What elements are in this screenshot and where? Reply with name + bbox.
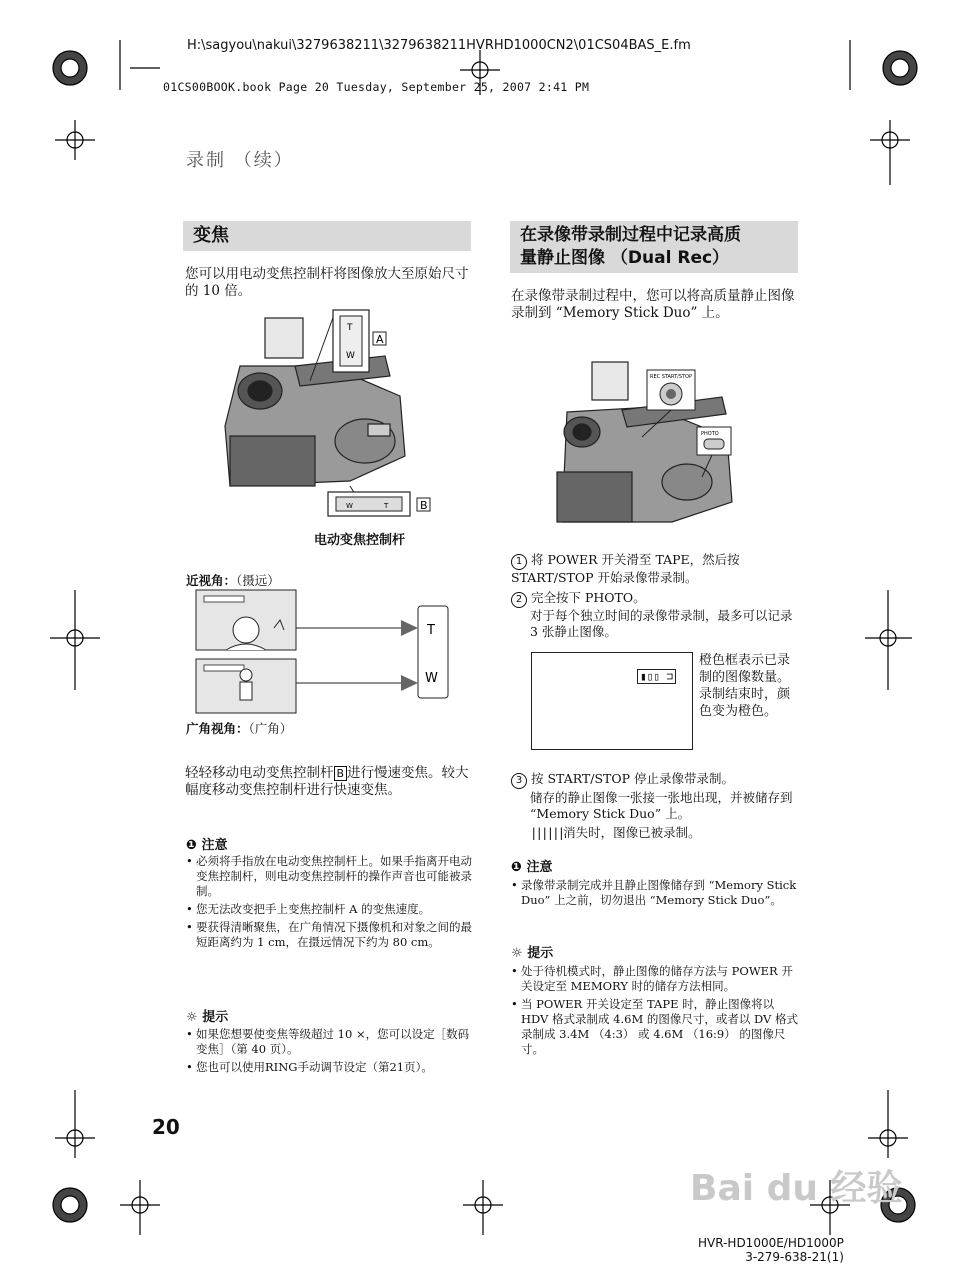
- tele-wide-diagram: [196, 590, 466, 710]
- dualrec-intro: 在录像带录制过程中，您可以将高质量静止图像录制到 “Memory Stick Duo” 上。: [511, 288, 795, 321]
- watermark-logo: Bai du 经验: [690, 1168, 903, 1209]
- left-notes: [186, 854, 474, 953]
- box-b-label: B: [420, 499, 428, 512]
- list-item: • 必须将手指放在电动变焦控制杆上。如果手指离开电动变焦控制杆，则电动变焦控制杆的操作声音也可能被录制。: [186, 854, 474, 899]
- list-item: • 您也可以使用RING手动调节设定（第21页）。: [186, 1060, 474, 1075]
- frame-indicator-icon: ▮▯▯ ⊐: [637, 669, 676, 684]
- lightbulb-icon: ☼: [186, 1010, 203, 1025]
- list-item: • 您无法改变把手上变焦控制杆 A 的变焦速度。: [186, 902, 474, 917]
- lever-w-label: W: [425, 671, 438, 686]
- right-tip-heading: ☼ 提示: [511, 946, 554, 961]
- svg-text:PHOTO: PHOTO: [701, 431, 719, 437]
- lever-t-label: T: [427, 623, 435, 638]
- right-tips: [511, 964, 801, 1060]
- zoom-lever-caption: 电动变焦控制杆: [314, 533, 406, 548]
- left-note-heading: ❶ 注意: [186, 838, 228, 853]
- dualrec-heading: 在录像带录制过程中记录高质 量静止图像 （Dual Rec）: [510, 221, 798, 273]
- svg-text:T: T: [384, 502, 389, 510]
- section-title: 录制 （续）: [186, 150, 294, 171]
- step-2-sub: 对于每个独立时间的录像带录制，最多可以记录 3 张静止图像。: [530, 608, 793, 639]
- step-3-sub: 储存的静止图像一张接一张地出现，并被储存到 “Memory Stick Duo” 上。: [530, 790, 793, 821]
- model-number: HVR-HD1000E/HD1000P 3-279-638-21(1): [698, 1236, 844, 1264]
- tele-label: 近视角：（摄远）: [186, 573, 280, 588]
- list-item: • 要获得清晰聚焦，在广角情况下摄像机和对象之间的最短距离约为 1 cm，在摄远情况下约为 80 cm。: [186, 920, 474, 950]
- lever-a-w: W: [346, 351, 355, 361]
- wide-label: 广角视角：（广角）: [186, 721, 293, 736]
- right-notes: [511, 878, 801, 911]
- camcorder-illustration-zoom: [200, 306, 460, 536]
- box-a-label: A: [376, 333, 384, 346]
- left-tip-heading: ☼ 提示: [186, 1010, 229, 1025]
- step-2: 2 完全按下 PHOTO。: [511, 590, 801, 608]
- camcorder-illustration-dualrec: [552, 352, 752, 527]
- file-path: H:\sagyou\nakui\3279638211\3279638211HVRHD1000CN2\01CS04BAS_E.fm: [187, 38, 691, 53]
- book-line: 01CS00BOOK.book Page 20 Tuesday, September 25, 2007 2:41 PM: [163, 80, 590, 94]
- list-item: • 当 POWER 开关设定至 TAPE 时，静止图像将以 HDV 格式录制成 4.6M 的图像尺寸，或者以 DV 格式录制成 3.4M （4:3） 或 4.6M （16:9） 的图像尺寸。: [511, 997, 801, 1057]
- step-3-sub2: ||||||消失时，图像已被录制。: [530, 825, 701, 840]
- caution-icon: ❶: [511, 860, 527, 875]
- frame-note: 橙色框表示已录制的图像数量。录制结束时，颜色变为橙色。: [699, 653, 791, 719]
- list-item: • 录像带录制完成并且静止图像储存到 “Memory Stick Duo” 上之前，切勿退出 “Memory Stick Duo”。: [511, 878, 801, 908]
- right-note-heading: ❶ 注意: [511, 860, 553, 875]
- list-item: • 如果您想要使变焦等级超过 10 ×，您可以设定［数码变焦］（第 40 页）。: [186, 1027, 474, 1057]
- svg-text:W: W: [346, 502, 353, 510]
- screen-frame: [531, 652, 693, 750]
- recording-bar-icon: ||||||: [530, 825, 564, 840]
- zoom-intro: 您可以用电动变焦控制杆将图像放大至原始尺寸的 10 倍。: [185, 266, 469, 299]
- zoom-heading: 变焦: [183, 221, 471, 251]
- left-tips: [186, 1027, 474, 1078]
- list-item: • 处于待机模式时，静止图像的储存方法与 POWER 开关设定至 MEMORY 时的储存方法相同。: [511, 964, 801, 994]
- caution-icon: ❶: [186, 838, 202, 853]
- svg-text:REC START/STOP: REC START/STOP: [650, 374, 693, 380]
- lightbulb-icon: ☼: [511, 946, 528, 961]
- page-number: 20: [152, 1115, 180, 1139]
- lever-a-t: T: [347, 323, 353, 333]
- zoom-body: 轻轻移动电动变焦控制杆 B 进行慢速变焦。较大幅度移动变焦控制杆进行快速变焦。: [185, 765, 469, 798]
- step-3: 3 按 START/STOP 停止录像带录制。: [511, 771, 801, 789]
- step-1: 1 将 POWER 开关滑至 TAPE，然后按 START/STOP 开始录像带录制。: [511, 552, 740, 585]
